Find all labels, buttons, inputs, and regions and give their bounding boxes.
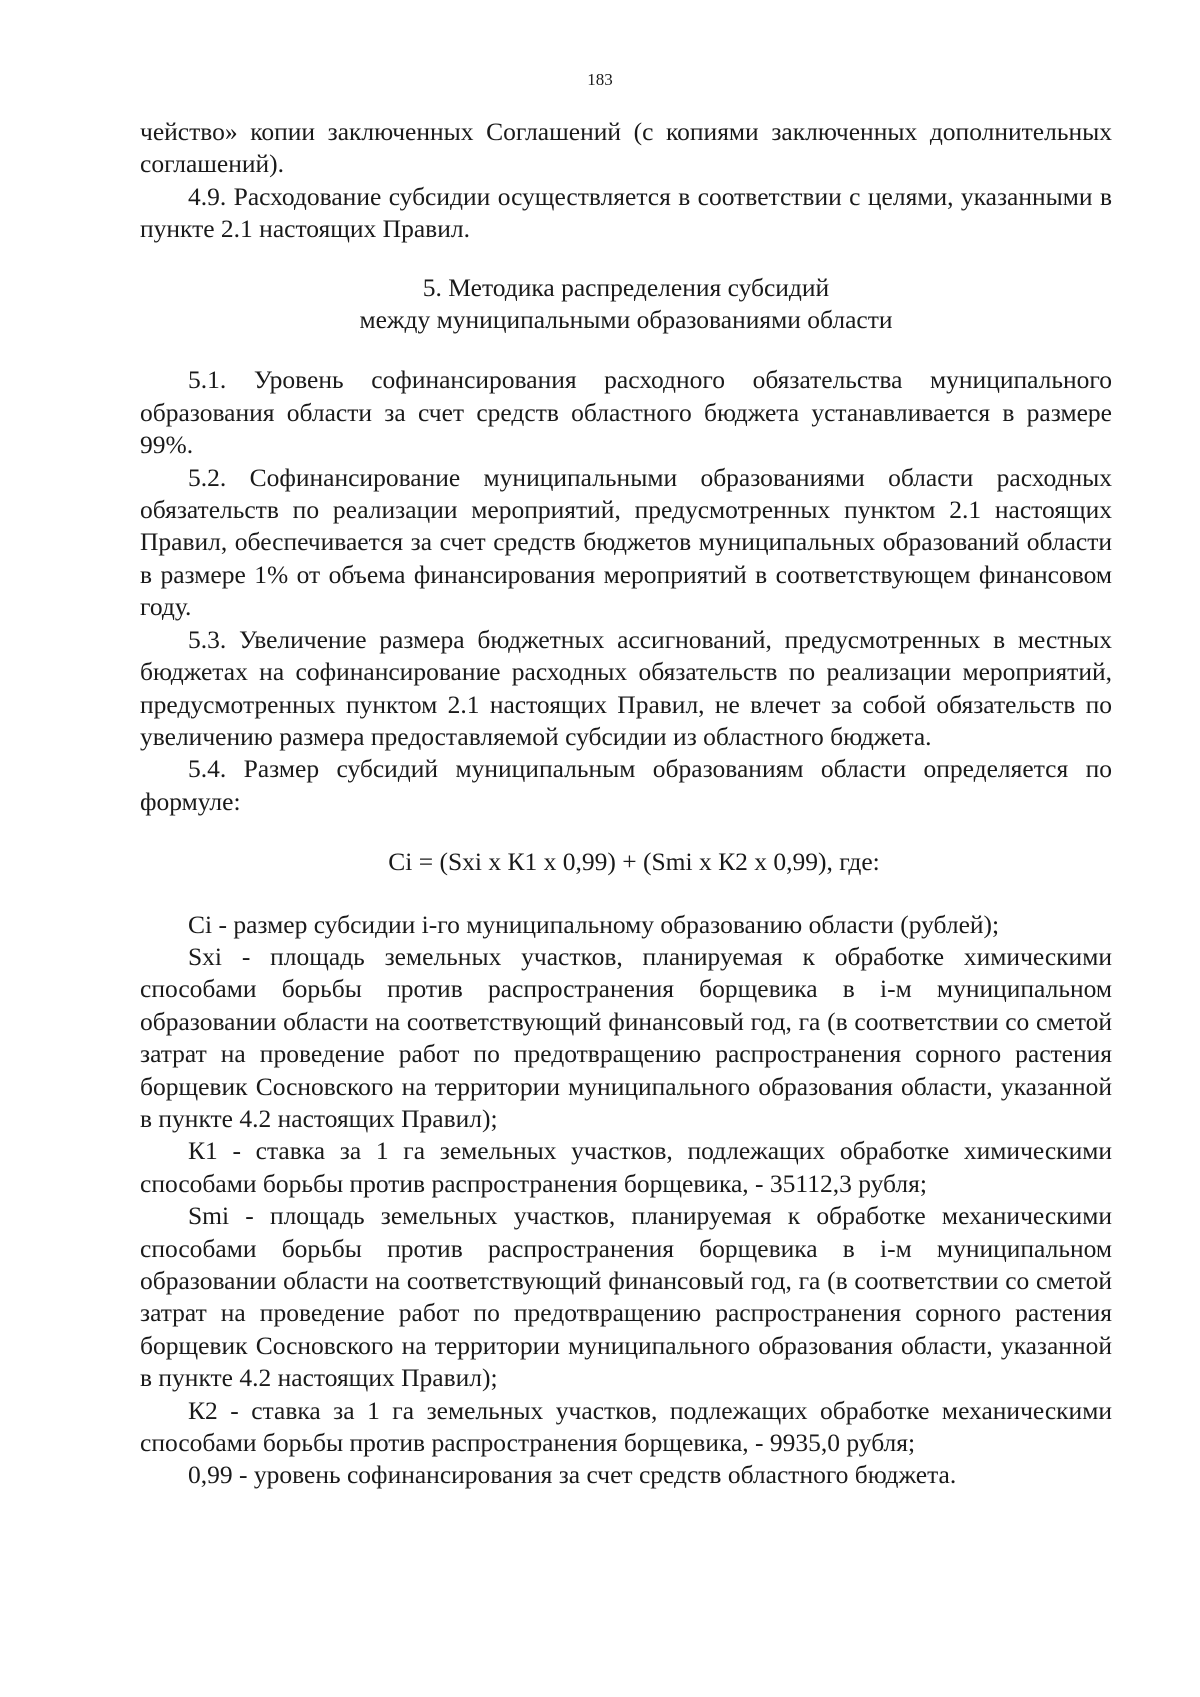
- paragraph-5-4: 5.4. Размер субсидий муниципальным образованиям области определяется по формуле:: [140, 754, 1112, 816]
- definition-sxi: Sxi - площадь земельных участков, планируемая к обработке химическими способами борьбы против распространения борщевика в i-м муниципальном образовании области на соответствующий финансовый год, га (в соответствии со сметой затрат на проведение работ по предотвращению распространения сорного растения борщевик Сосновского на территории муниципального образования области, указанной в пункте 4.2 настоящих Правил);: [140, 941, 1112, 1133]
- definition-ci: Ci - размер субсидии i-го муниципальному образованию области (рублей);: [188, 909, 1000, 939]
- page-number: 183: [587, 70, 613, 89]
- paragraph-5-2: 5.2. Софинансирование муниципальными образованиями области расходных обязательств по реализации мероприятий, предусмотренных пунктом 2.1 настоящих Правил, обеспечивается за счет средств бюджетов муниципальных образований области в размере 1% от объема финансирования мероприятий в соответствующем финансовом году.: [140, 462, 1112, 622]
- paragraph-4-9: 4.9. Расходование субсидии осуществляется в соответствии с целями, указанными в пункте 2.1 настоящих Правил.: [140, 181, 1112, 244]
- document-body: [140, 116, 1112, 1492]
- definition-smi: Smi - площадь земельных участков, планируемая к обработке механическими способами борьбы против распространения борщевика в i-м муниципальном образовании области на соответствующий финансовый год, га (в соответствии со сметой затрат на проведение работ по предотвращению распространения сорного растения борщевик Сосновского на территории муниципального образования области, указанной в пункте 4.2 настоящих Правил);: [140, 1201, 1112, 1393]
- paragraph-5-3: 5.3. Увеличение размера бюджетных ассигнований, предусмотренных в местных бюджетах на софинансирование расходных обязательств по реализации мероприятий, предусмотренных пунктом 2.1 настоящих Правил, не влечет за собой обязательств по увеличению размера предоставляемой субсидии из областного бюджета.: [140, 624, 1112, 751]
- section-heading-line-1: 5. Методика распределения субсидий: [422, 272, 830, 302]
- definition-k2: К2 - ставка за 1 га земельных участков, подлежащих обработке механическими способами борьбы против распространения борщевика, - 9935,0 рубля;: [140, 1395, 1112, 1458]
- definition-k1: К1 - ставка за 1 га земельных участков, подлежащих обработке химическими способами борьбы против распространения борщевика, - 35112,3 рубля;: [140, 1136, 1112, 1198]
- section-heading-line-2: между муниципальными образованиями области: [359, 305, 893, 335]
- section-heading: [140, 272, 1112, 337]
- paragraph-continuation: чейство» копии заключенных Соглашений (с копиями заключенных дополнительных соглашений).: [140, 117, 1112, 179]
- paragraph-5-1: 5.1. Уровень софинансирования расходного обязательства муниципального образования области за счет средств областного бюджета устанавливается в размере 99%.: [140, 365, 1112, 460]
- subsidy-formula: Ci = (Sxi x К1 x 0,99) + (Smi x К2 x 0,99), где:: [388, 847, 880, 877]
- definition-rate: 0,99 - уровень софинансирования за счет средств областного бюджета.: [188, 1460, 957, 1490]
